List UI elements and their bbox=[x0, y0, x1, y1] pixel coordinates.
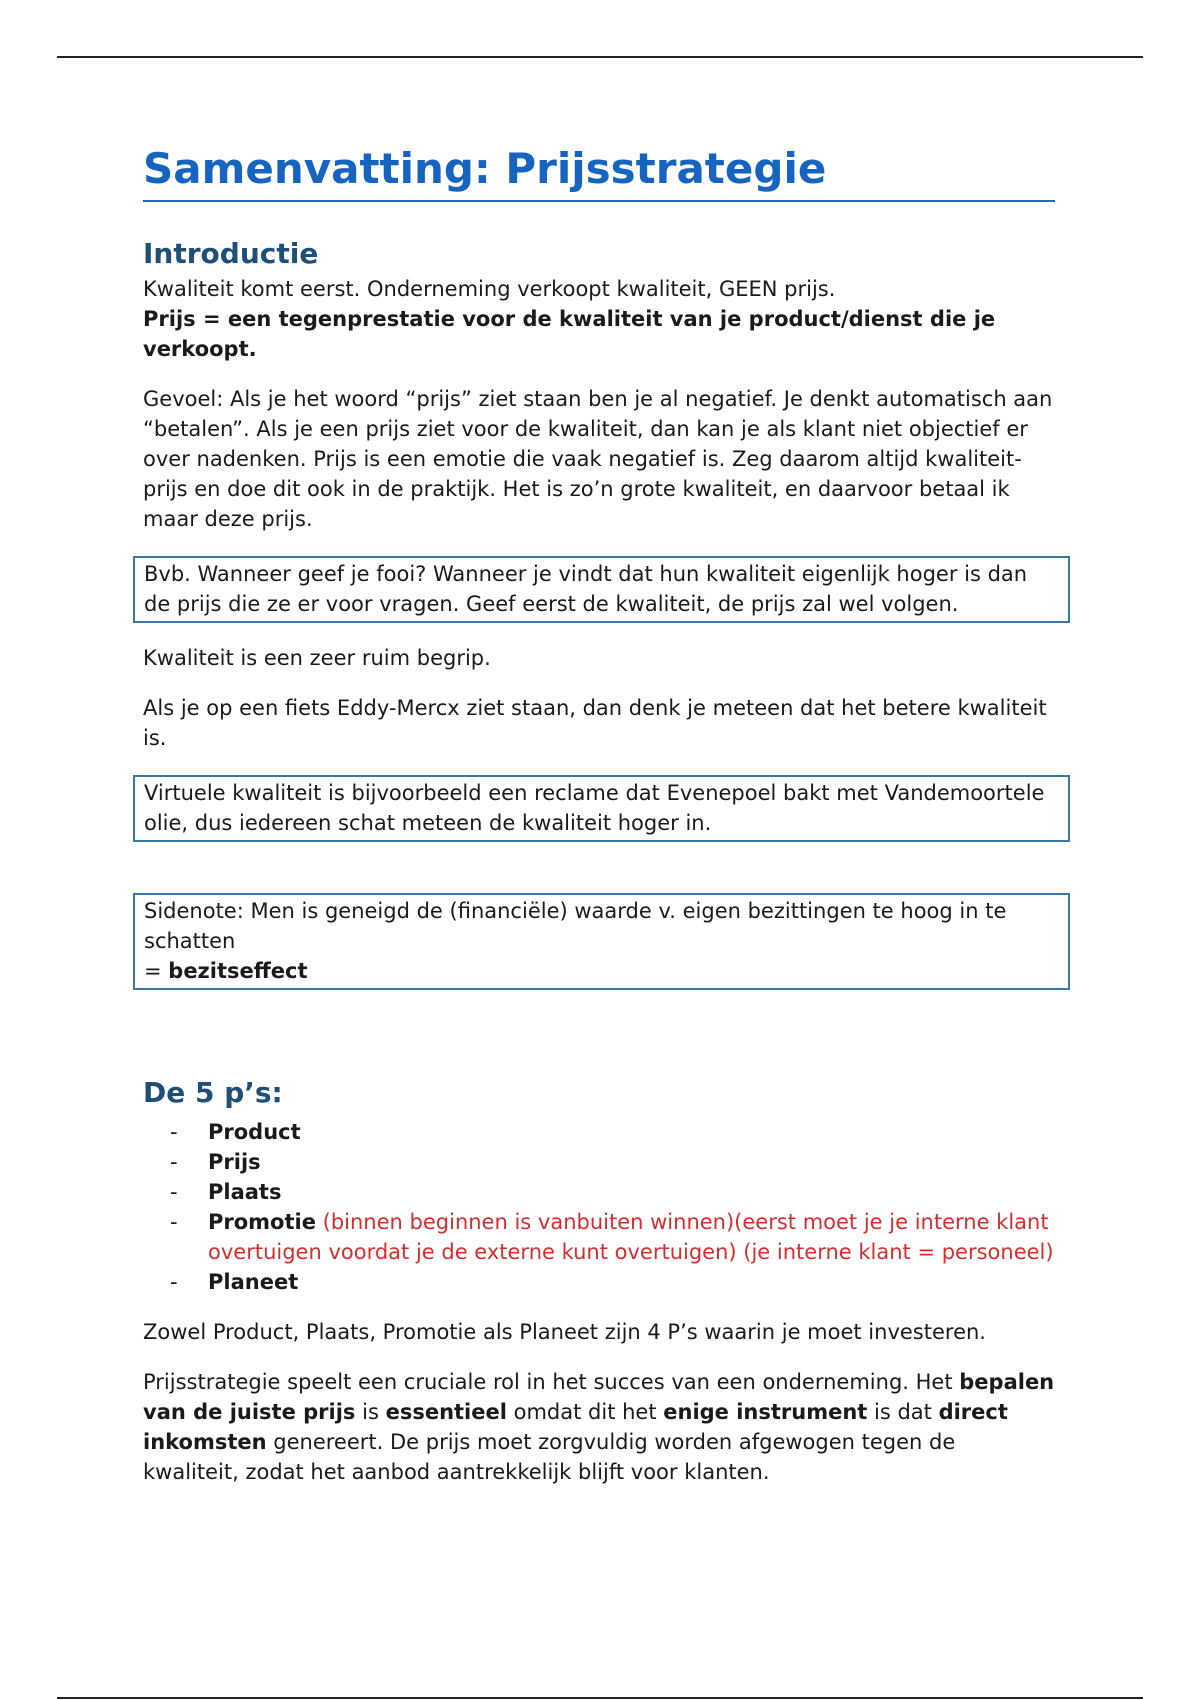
list-dash: - bbox=[170, 1270, 178, 1294]
price-definition-text: Prijs = een tegenprestatie voor de kwaliteit van je product/dienst die je verkoopt. bbox=[143, 307, 996, 361]
para-bold: bepalen van de juiste prijs bbox=[143, 1370, 1055, 1424]
list-dash: - bbox=[170, 1150, 178, 1174]
example-box-virtuele-kwaliteit: Virtuele kwaliteit is bijvoorbeeld een reclame dat Evenepoel bakt met Vandemoortele olie, dus iedereen schat meteen de kwaliteit hoger in. bbox=[133, 775, 1070, 842]
example-box-fooi: Bvb. Wanneer geef je fooi? Wanneer je vindt dat hun kwaliteit eigenlijk hoger is dan de prijs die ze er voor vragen. Geef eerst de kwaliteit, de prijs zal wel volgen. bbox=[133, 556, 1070, 623]
list-item-label: Prijs bbox=[208, 1150, 261, 1174]
para-text: genereert. De prijs moet zorgvuldig worden afgewogen tegen de kwaliteit, zodat het aanbod aantrekkelijk blijft voor klanten. bbox=[143, 1430, 956, 1484]
five-ps-list bbox=[143, 1117, 1055, 1297]
footer-rule bbox=[57, 1697, 1143, 1699]
list-dash: - bbox=[170, 1210, 178, 1234]
list-item bbox=[143, 1267, 1055, 1297]
list-item bbox=[143, 1147, 1055, 1177]
list-item-label: Planeet bbox=[208, 1270, 299, 1294]
section-heading-introductie: Introductie bbox=[143, 237, 319, 270]
list-item-label: Product bbox=[208, 1120, 301, 1144]
eddy-merckx-paragraph: Als je op een fiets Eddy-Mercx ziet staan, dan denk je meteen dat het betere kwaliteit is. bbox=[143, 696, 1047, 750]
prijsstrategie-paragraph bbox=[143, 1367, 1055, 1487]
sidenote-box bbox=[133, 893, 1070, 990]
para-text: omdat dit het bbox=[506, 1400, 664, 1424]
sidenote-conclusion bbox=[144, 956, 1060, 986]
para-bold: direct inkomsten bbox=[143, 1400, 1008, 1454]
zowel-line: Zowel Product, Plaats, Promotie als Planeet zijn 4 P’s waarin je moet investeren. bbox=[143, 1320, 986, 1344]
ruim-begrip-line: Kwaliteit is een zeer ruim begrip. bbox=[143, 646, 491, 670]
sidenote-equals: = bbox=[144, 959, 169, 983]
list-item bbox=[143, 1117, 1055, 1147]
bezitseffect-term: bezitseffect bbox=[168, 959, 308, 983]
list-dash: - bbox=[170, 1180, 178, 1204]
list-item bbox=[143, 1177, 1055, 1207]
sidenote-text: Sidenote: Men is geneigd de (financiële) waarde v. eigen bezittingen te hoog in te schatten bbox=[144, 899, 1007, 953]
page-title: Samenvatting: Prijsstrategie bbox=[143, 140, 1055, 202]
para-bold: enige instrument bbox=[663, 1400, 868, 1424]
para-text: Prijsstrategie speelt een cruciale rol in het succes van een onderneming. Het bbox=[143, 1370, 960, 1394]
header-rule bbox=[57, 56, 1143, 58]
list-item-label: Plaats bbox=[208, 1180, 282, 1204]
para-bold: essentieel bbox=[385, 1400, 507, 1424]
intro-line: Kwaliteit komt eerst. Onderneming verkoopt kwaliteit, GEEN prijs. bbox=[143, 277, 836, 301]
para-text: is dat bbox=[867, 1400, 939, 1424]
list-item-label: Promotie bbox=[208, 1210, 316, 1234]
para-text: is bbox=[355, 1400, 386, 1424]
section-heading-5ps: De 5 p’s: bbox=[143, 1076, 283, 1109]
price-definition bbox=[143, 304, 1055, 364]
list-item bbox=[143, 1207, 1055, 1267]
gevoel-paragraph: Gevoel: Als je het woord “prijs” ziet staan ben je al negatief. Je denkt automatisch aan “betalen”. Als je een prijs ziet voor de kwaliteit, dan kan je als klant niet objectief er over nadenken. Prijs is een emotie die vaak negatief is. Zeg daarom altijd kwaliteit-prijs en doe dit ook in de praktijk. Het is zo’n grote kwaliteit, en daarvoor betaal ik maar deze prijs. bbox=[143, 387, 1053, 531]
list-dash: - bbox=[170, 1120, 178, 1144]
document-body bbox=[143, 140, 1055, 1487]
promotie-note: (binnen beginnen is vanbuiten winnen)(eerst moet je je interne klant overtuigen voordat je de externe kunt overtuigen) (je interne klant = personeel) bbox=[208, 1210, 1054, 1264]
